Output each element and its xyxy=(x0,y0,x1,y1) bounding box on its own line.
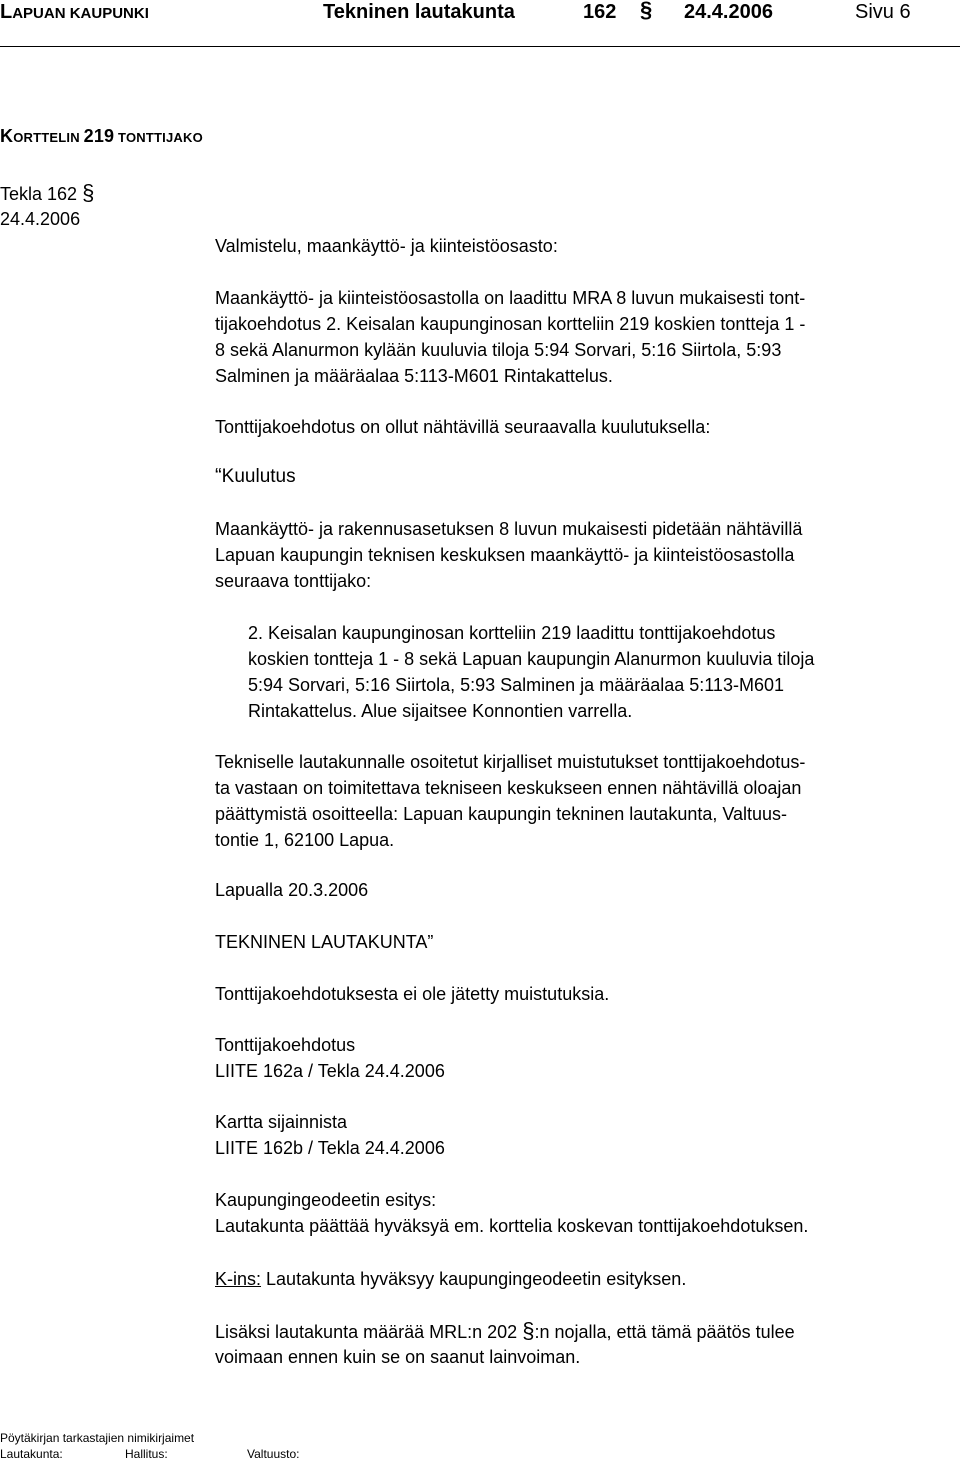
side-reference xyxy=(0,180,94,207)
kins-label: K-ins: xyxy=(215,1269,262,1289)
side-ref-line1: Tekla 162 xyxy=(0,184,78,204)
header-city xyxy=(0,0,149,26)
proposal-label: Kaupungingeodeetin esitys: xyxy=(215,1190,437,1210)
title-initial: K xyxy=(0,126,14,146)
objection-line: tontie 1, 62100 Lapua. xyxy=(215,830,395,850)
decision-row xyxy=(215,1266,686,1292)
title-number: 219 xyxy=(83,126,115,146)
prep-line: 8 sekä Alanurmon kylään kuuluvia tiloja 5:94 Sorvari, 5:16 Siirtola, 5:93 xyxy=(215,340,782,360)
footer-council-label: Valtuusto: xyxy=(247,1447,300,1461)
footer-government-label: Hallitus: xyxy=(125,1447,168,1461)
kuulutus-heading xyxy=(215,463,296,490)
objection-line: Tekniselle lautakunnalle osoitetut kirjalliset muistutukset tonttijakoehdotus- xyxy=(215,752,806,772)
header-city-initial: L xyxy=(0,1,13,23)
section-sign-icon: § xyxy=(640,0,653,22)
footer-board-label: Lautakunta: xyxy=(0,1447,63,1461)
final-line1-a: Lisäksi lautakunta määrää MRL:n 202 xyxy=(215,1322,518,1342)
final-statement-line2: voimaan ennen kuin se on saanut lainvoiman. xyxy=(215,1347,581,1367)
final-line1-b: :n nojalla, että tämä päätös tulee xyxy=(534,1322,795,1342)
document-title xyxy=(0,126,203,147)
proposal-text: Lautakunta päättää hyväksyä em. korttelia koskevan tonttijakoehdotuksen. xyxy=(215,1216,809,1236)
side-ref-date: 24.4.2006 xyxy=(0,209,81,229)
notice-line: Maankäyttö- ja rakennusasetuksen 8 luvun mukaisesti pidetään nähtävillä xyxy=(215,519,803,539)
prep-line: Maankäyttö- ja kiinteistöosastolla on laadittu MRA 8 luvun mukaisesti tont- xyxy=(215,288,806,308)
notice-line: seuraava tonttijako: xyxy=(215,571,372,591)
footer-initials-label: Pöytäkirjan tarkastajien nimikirjaimet xyxy=(0,1431,195,1445)
attachment-reference: LIITE 162a / Tekla 24.4.2006 xyxy=(215,1061,445,1081)
header-date: 24.4.2006 xyxy=(684,1,773,23)
prep-heading: Valmistelu, maankäyttö- ja kiinteistöosasto: xyxy=(215,236,558,256)
display-statement: Tonttijakoehdotus on ollut nähtävillä seuraavalla kuulutuksella: xyxy=(215,417,711,437)
header-divider xyxy=(0,46,960,47)
notice-indent-line: koskien tontteja 1 - 8 sekä Lapuan kaupungin Alanurmon kuuluvia tiloja xyxy=(248,649,815,669)
objection-line: ta vastaan on toimitettava tekniseen keskukseen ennen nähtävillä oloajan xyxy=(215,778,802,798)
kuulutus-title: Kuulutus xyxy=(221,466,296,487)
no-objections-statement: Tonttijakoehdotuksesta ei ole jätetty muistutuksia. xyxy=(215,984,610,1004)
prep-line: Salminen ja määräalaa 5:113-M601 Rintakattelus. xyxy=(215,366,613,386)
section-sign-icon: § xyxy=(82,180,95,205)
header-section-number: 162 xyxy=(583,1,617,23)
attachment-reference: LIITE 162b / Tekla 24.4.2006 xyxy=(215,1138,445,1158)
section-sign-icon: § xyxy=(522,1318,535,1343)
notice-line: Lapuan kaupungin teknisen keskuksen maankäyttö- ja kiinteistöosastolla xyxy=(215,545,795,565)
objection-line: päättymistä osoitteella: Lapuan kaupungin tekninen lautakunta, Valtuus- xyxy=(215,804,788,824)
final-statement-line1 xyxy=(215,1318,795,1345)
prep-line: tijakoehdotus 2. Keisalan kaupunginosan kortteliin 219 koskien tontteja 1 - xyxy=(215,314,806,334)
header-city-rest: APUAN KAUPUNKI xyxy=(12,5,149,22)
notice-indent-line: Rintakattelus. Alue sijaitsee Konnontien varrella. xyxy=(248,701,633,721)
place-date: Lapualla 20.3.2006 xyxy=(215,880,369,900)
header-page-number: Sivu 6 xyxy=(855,1,911,23)
header-board: Tekninen lautakunta xyxy=(323,1,515,23)
attachment-title: Tonttijakoehdotus xyxy=(215,1035,356,1055)
attachment-title: Kartta sijainnista xyxy=(215,1112,348,1132)
title-part1: ORTTELIN xyxy=(13,130,84,145)
open-quote: “ xyxy=(215,465,222,487)
signature: TEKNINEN LAUTAKUNTA” xyxy=(215,932,434,952)
notice-indent-line: 2. Keisalan kaupunginosan kortteliin 219 laadittu tonttijakoehdotus xyxy=(248,623,776,643)
kins-text: Lautakunta hyväksyy kaupungingeodeetin esityksen. xyxy=(266,1269,687,1289)
notice-indent-line: 5:94 Sorvari, 5:16 Siirtola, 5:93 Salminen ja määräalaa 5:113-M601 xyxy=(248,675,784,695)
title-part2: TONTTIJAKO xyxy=(114,130,203,145)
